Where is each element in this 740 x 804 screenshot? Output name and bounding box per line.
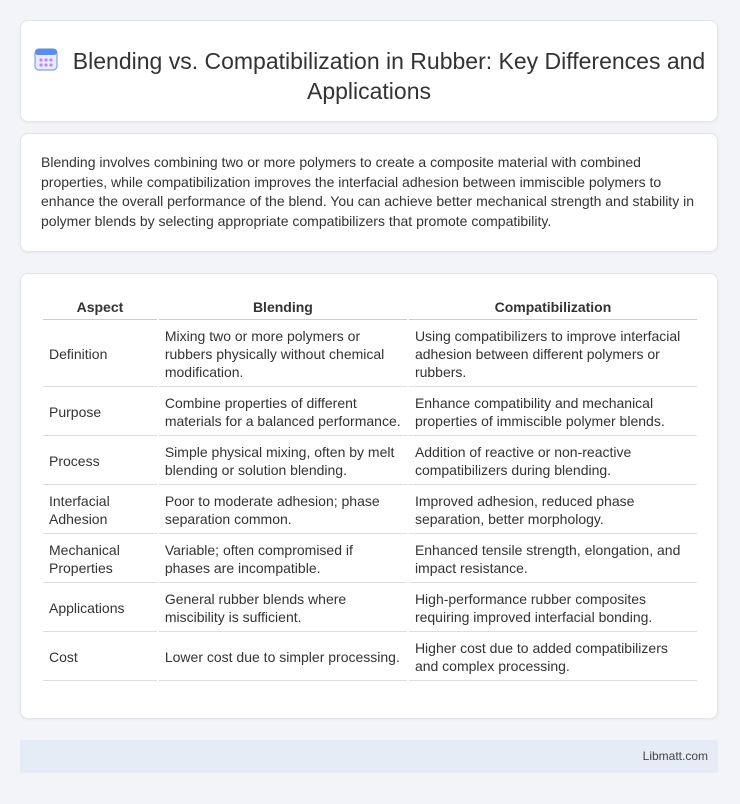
cell-blending: Simple physical mixing, often by melt blending or solution blending.	[159, 436, 407, 485]
cell-blending: Poor to moderate adhesion; phase separation common.	[159, 485, 407, 534]
calendar-icon	[33, 46, 59, 72]
table-row	[43, 387, 697, 436]
intro-paragraph: Blending involves combining two or more polymers to create a composite material with combined properties, while compatibilization improves the interfacial adhesion between immiscible polymers to enhance the overall performance of the blend. You can achieve better mechanical strength and stability in polymer blends by selecting appropriate compatibilizers that promote compatibility.	[41, 154, 694, 229]
cell-blending: General rubber blends where miscibility is sufficient.	[159, 583, 407, 632]
header-compatibilization: Compatibilization	[409, 296, 697, 320]
table-row	[43, 436, 697, 485]
intro-card	[20, 133, 718, 252]
table-row	[43, 583, 697, 632]
table-row	[43, 632, 697, 681]
header-aspect: Aspect	[43, 296, 157, 320]
cell-compatibilization: Enhanced tensile strength, elongation, and impact resistance.	[409, 534, 697, 583]
cell-compatibilization: Higher cost due to added compatibilizers and complex processing.	[409, 632, 697, 681]
cell-aspect: Cost	[43, 632, 157, 681]
cell-compatibilization: High-performance rubber composites requiring improved interfacial bonding.	[409, 583, 697, 632]
cell-blending: Variable; often compromised if phases are incompatible.	[159, 534, 407, 583]
page-title: Blending vs. Compatibilization in Rubber: Key Differences and Applications	[72, 48, 706, 104]
cell-blending: Mixing two or more polymers or rubbers physically without chemical modification.	[159, 320, 407, 387]
cell-aspect: Applications	[43, 583, 157, 632]
cell-blending: Lower cost due to simpler processing.	[159, 632, 407, 681]
cell-aspect: Purpose	[43, 387, 157, 436]
table-row	[43, 534, 697, 583]
cell-compatibilization: Improved adhesion, reduced phase separation, better morphology.	[409, 485, 697, 534]
cell-blending: Combine properties of different materials for a balanced performance.	[159, 387, 407, 436]
cell-aspect: Mechanical Properties	[43, 534, 157, 583]
cell-aspect: Definition	[43, 320, 157, 387]
footer	[20, 740, 718, 773]
page-title-wrap	[21, 46, 717, 106]
comparison-table	[41, 296, 699, 681]
cell-compatibilization: Using compatibilizers to improve interfacial adhesion between different polymers or rubbers.	[409, 320, 697, 387]
table-row	[43, 485, 697, 534]
cell-compatibilization: Enhance compatibility and mechanical properties of immiscible polymer blends.	[409, 387, 697, 436]
table-header-row	[43, 296, 697, 320]
footer-brand: Libmatt.com	[642, 749, 708, 763]
comparison-card	[20, 273, 718, 719]
cell-aspect: Interfacial Adhesion	[43, 485, 157, 534]
title-card	[20, 20, 718, 122]
cell-aspect: Process	[43, 436, 157, 485]
header-blending: Blending	[159, 296, 407, 320]
cell-compatibilization: Addition of reactive or non-reactive compatibilizers during blending.	[409, 436, 697, 485]
table-row	[43, 320, 697, 387]
